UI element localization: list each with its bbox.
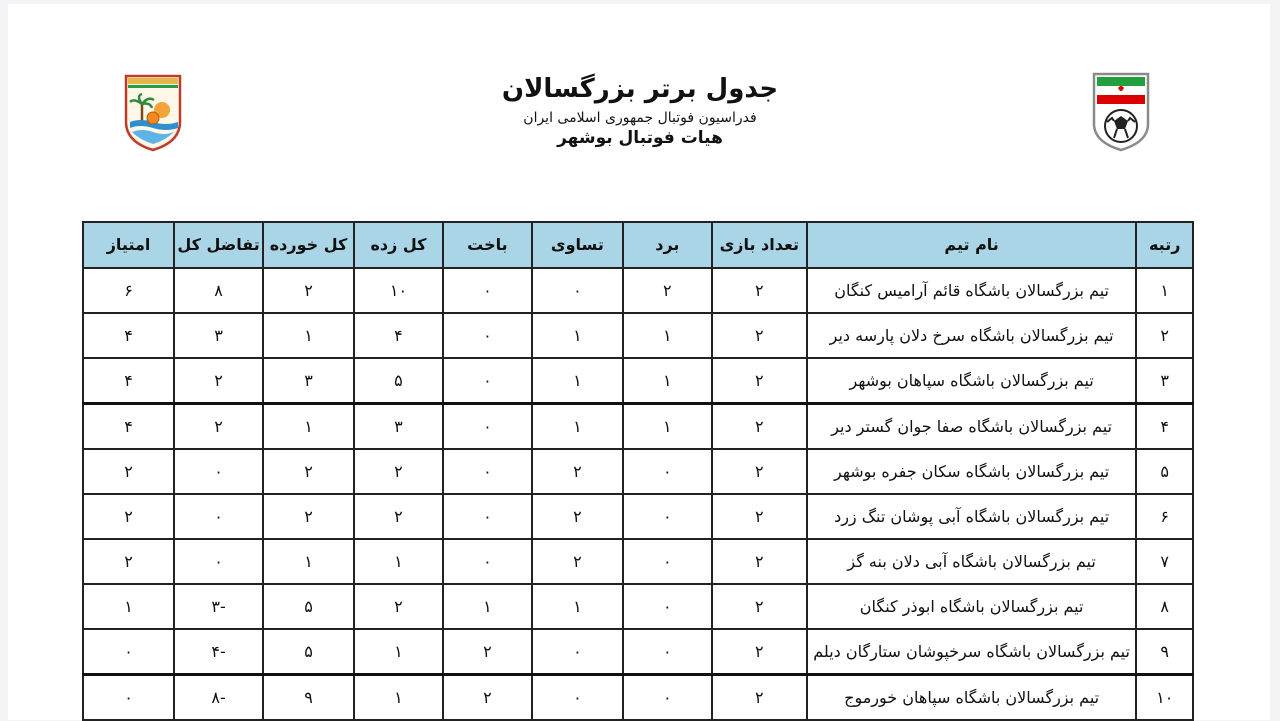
cell-won: ۰: [623, 584, 712, 629]
cell-goal-difference: ۲: [174, 404, 263, 450]
cell-played: ۲: [712, 313, 807, 358]
cell-team-name: تیم بزرگسالان باشگاه قائم آرامیس کنگان: [807, 268, 1137, 313]
cell-won: ۰: [623, 449, 712, 494]
cell-played: ۲: [712, 494, 807, 539]
table-row: [83, 494, 1193, 539]
cell-drawn: ۲: [532, 539, 623, 584]
cell-points: ۶: [83, 268, 174, 313]
cell-rank: ۹: [1136, 629, 1193, 675]
cell-played: ۲: [712, 449, 807, 494]
cell-played: ۲: [712, 404, 807, 450]
col-header-played: تعداد بازی: [712, 222, 807, 268]
cell-goals-for: ۲: [354, 584, 443, 629]
cell-goal-difference: ۳: [174, 313, 263, 358]
cell-rank: ۲: [1136, 313, 1193, 358]
cell-goal-difference: ۲: [174, 358, 263, 404]
cell-lost: ۲: [443, 675, 532, 721]
cell-team-name: تیم بزرگسالان باشگاه آبی پوشان تنگ زرد: [807, 494, 1137, 539]
cell-points: ۲: [83, 494, 174, 539]
cell-lost: ۰: [443, 358, 532, 404]
cell-points: ۴: [83, 358, 174, 404]
table-row: [83, 404, 1193, 450]
cell-goals-against: ۱: [263, 313, 354, 358]
table-row: [83, 539, 1193, 584]
cell-won: ۱: [623, 313, 712, 358]
table-row: [83, 584, 1193, 629]
table-row: [83, 449, 1193, 494]
cell-goals-against: ۲: [263, 268, 354, 313]
cell-goal-difference: -۴: [174, 629, 263, 675]
cell-drawn: ۱: [532, 404, 623, 450]
page-title: جدول برتر بزرگسالان: [501, 74, 779, 104]
cell-drawn: ۰: [532, 629, 623, 675]
table-row: [83, 675, 1193, 721]
cell-goals-for: ۱: [354, 539, 443, 584]
cell-goals-for: ۲: [354, 494, 443, 539]
cell-points: ۲: [83, 449, 174, 494]
col-header-goal-difference: تفاضل کل: [174, 222, 263, 268]
cell-won: ۰: [623, 494, 712, 539]
cell-goals-against: ۳: [263, 358, 354, 404]
cell-played: ۲: [712, 675, 807, 721]
cell-drawn: ۱: [532, 313, 623, 358]
cell-rank: ۸: [1136, 584, 1193, 629]
cell-rank: ۴: [1136, 404, 1193, 450]
cell-goals-against: ۵: [263, 584, 354, 629]
cell-lost: ۰: [443, 404, 532, 450]
cell-team-name: تیم بزرگسالان باشگاه آبی دلان بنه گز: [807, 539, 1137, 584]
cell-drawn: ۱: [532, 358, 623, 404]
cell-drawn: ۰: [532, 675, 623, 721]
standings-table: [82, 221, 1194, 721]
cell-drawn: ۰: [532, 268, 623, 313]
cell-goals-for: ۴: [354, 313, 443, 358]
col-header-goals-for: کل زده: [354, 222, 443, 268]
cell-goal-difference: -۳: [174, 584, 263, 629]
col-header-drawn: تساوی: [532, 222, 623, 268]
cell-goal-difference: ۰: [174, 539, 263, 584]
cell-drawn: ۲: [532, 449, 623, 494]
standings-body: [83, 268, 1193, 720]
cell-points: ۴: [83, 404, 174, 450]
cell-played: ۲: [712, 629, 807, 675]
cell-drawn: ۲: [532, 494, 623, 539]
cell-rank: ۶: [1136, 494, 1193, 539]
board-name: هیات فوتبال بوشهر: [557, 128, 723, 148]
col-header-goals-against: کل خورده: [263, 222, 354, 268]
col-header-rank: رتبه: [1136, 222, 1193, 268]
cell-won: ۰: [623, 675, 712, 721]
table-header-row: [83, 222, 1193, 268]
cell-rank: ۱: [1136, 268, 1193, 313]
table-row: [83, 268, 1193, 313]
cell-goals-against: ۲: [263, 494, 354, 539]
cell-goals-for: ۲: [354, 449, 443, 494]
cell-team-name: تیم بزرگسالان باشگاه سکان جفره بوشهر: [807, 449, 1137, 494]
cell-won: ۰: [623, 629, 712, 675]
ffiri-logo-icon: [1090, 70, 1152, 152]
cell-points: ۱: [83, 584, 174, 629]
federation-name: فدراسیون فوتبال جمهوری اسلامی ایران: [523, 110, 757, 126]
cell-goals-for: ۵: [354, 358, 443, 404]
cell-team-name: تیم بزرگسالان باشگاه سرخپوشان ستارگان دیلم: [807, 629, 1137, 675]
col-header-lost: باخت: [443, 222, 532, 268]
cell-goal-difference: ۰: [174, 494, 263, 539]
cell-won: ۰: [623, 539, 712, 584]
cell-goal-difference: ۸: [174, 268, 263, 313]
cell-won: ۱: [623, 404, 712, 450]
cell-goals-for: ۳: [354, 404, 443, 450]
cell-played: ۲: [712, 539, 807, 584]
cell-team-name: تیم بزرگسالان باشگاه سپاهان بوشهر: [807, 358, 1137, 404]
col-header-points: امتیاز: [83, 222, 174, 268]
cell-goals-against: ۲: [263, 449, 354, 494]
cell-won: ۱: [623, 358, 712, 404]
cell-lost: ۲: [443, 629, 532, 675]
cell-rank: ۵: [1136, 449, 1193, 494]
cell-played: ۲: [712, 584, 807, 629]
cell-goals-against: ۱: [263, 404, 354, 450]
cell-points: ۰: [83, 629, 174, 675]
cell-drawn: ۱: [532, 584, 623, 629]
cell-goals-against: ۵: [263, 629, 354, 675]
cell-team-name: تیم بزرگسالان باشگاه ابوذر کنگان: [807, 584, 1137, 629]
cell-goals-for: ۱۰: [354, 268, 443, 313]
cell-played: ۲: [712, 358, 807, 404]
cell-goal-difference: ۰: [174, 449, 263, 494]
document-heading: [400, 74, 880, 148]
cell-rank: ۱۰: [1136, 675, 1193, 721]
cell-goals-against: ۹: [263, 675, 354, 721]
table-row: [83, 629, 1193, 675]
col-header-team: نام تیم: [807, 222, 1137, 268]
cell-team-name: تیم بزرگسالان باشگاه سپاهان خورموج: [807, 675, 1137, 721]
cell-lost: ۰: [443, 449, 532, 494]
cell-goal-difference: -۸: [174, 675, 263, 721]
cell-points: ۰: [83, 675, 174, 721]
cell-goals-for: ۱: [354, 675, 443, 721]
cell-team-name: تیم بزرگسالان باشگاه صفا جوان گستر دیر: [807, 404, 1137, 450]
cell-played: ۲: [712, 268, 807, 313]
col-header-won: برد: [623, 222, 712, 268]
table-row: [83, 358, 1193, 404]
cell-lost: ۰: [443, 539, 532, 584]
cell-points: ۲: [83, 539, 174, 584]
cell-team-name: تیم بزرگسالان باشگاه سرخ دلان پارسه دیر: [807, 313, 1137, 358]
cell-lost: ۱: [443, 584, 532, 629]
cell-lost: ۰: [443, 313, 532, 358]
table-row: [83, 313, 1193, 358]
cell-goals-for: ۱: [354, 629, 443, 675]
cell-lost: ۰: [443, 494, 532, 539]
cell-won: ۲: [623, 268, 712, 313]
cell-points: ۴: [83, 313, 174, 358]
cell-goals-against: ۱: [263, 539, 354, 584]
cell-rank: ۷: [1136, 539, 1193, 584]
bushehr-board-logo-icon: [122, 70, 184, 152]
cell-rank: ۳: [1136, 358, 1193, 404]
cell-lost: ۰: [443, 268, 532, 313]
